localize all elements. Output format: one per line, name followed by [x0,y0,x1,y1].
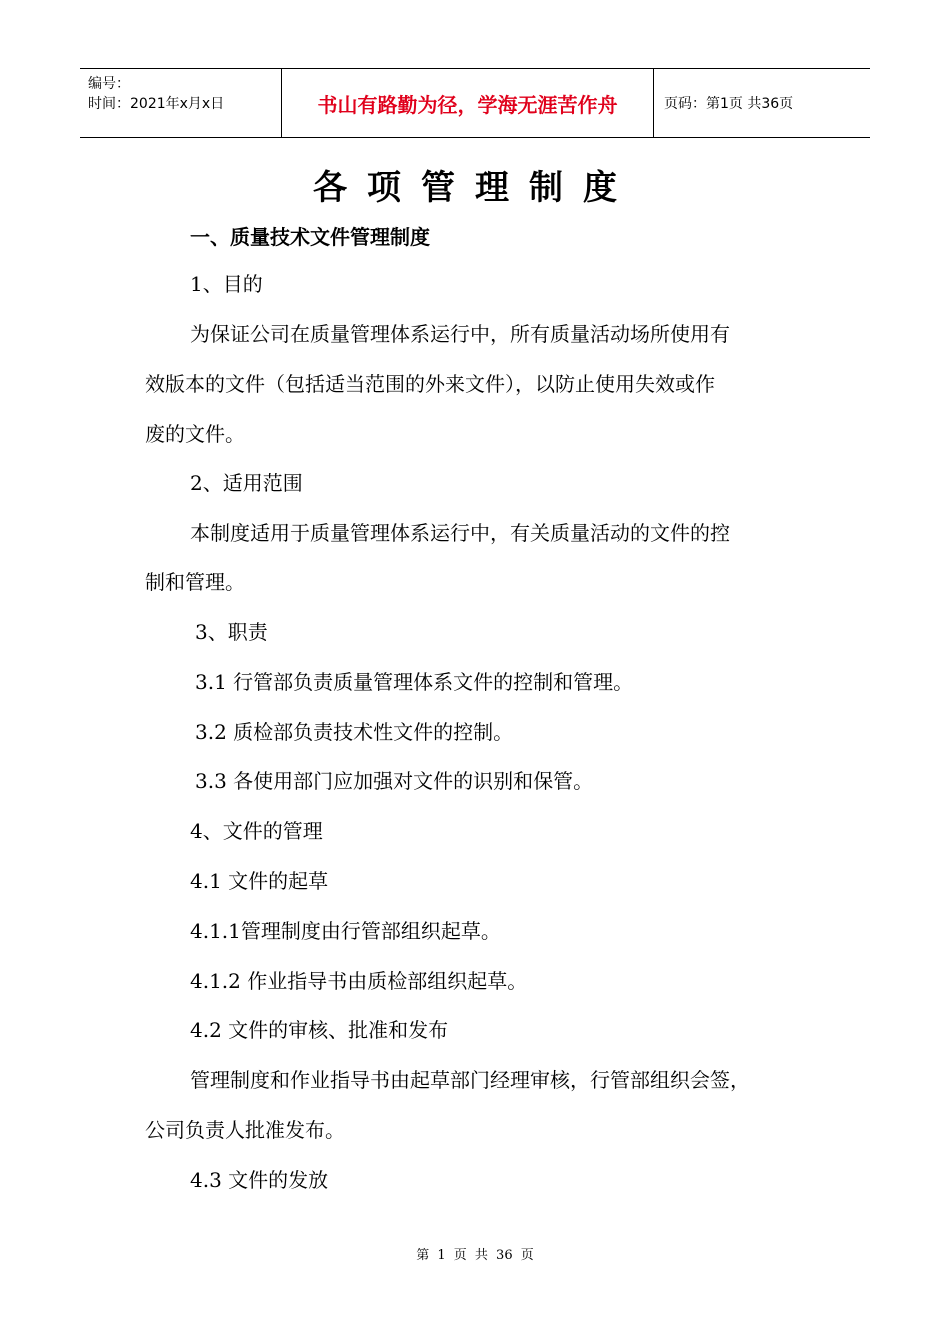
document-title: 各项管理制度 [313,168,637,208]
header-meta-cell [80,69,280,137]
body-line: 公司负责人批准发布。 [145,1118,345,1142]
body-line: 3、职责 [195,620,268,644]
body-line: 本制度适用于质量管理体系运行中，有关质量活动的文件的控 [190,521,730,545]
body-line: 为保证公司在质量管理体系运行中，所有质量活动场所使用有 [190,322,730,346]
header-divider [653,69,654,137]
body-line: 3.2 质检部负责技术性文件的控制。 [195,720,514,744]
body-line: 3.3 各使用部门应加强对文件的识别和保管。 [195,769,594,793]
body-line: 4.3 文件的发放 [190,1168,329,1192]
body-line: 4.1.1管理制度由行管部组织起草。 [190,919,501,943]
number-label: 编号： [88,76,130,92]
header-motto: 书山有路勤为径，学海无涯苦作舟 [317,92,618,117]
page-info: 页码：第1页 共36页 [664,96,794,112]
body-line: 4.2 文件的审核、批准和发布 [190,1018,449,1042]
body-line: 废的文件。 [145,422,245,446]
time-label: 时间：2021年x月x日 [88,96,225,112]
body-line: 管理制度和作业指导书由起草部门经理审核，行管部组织会签， [190,1068,750,1092]
body-line: 制和管理。 [145,570,245,594]
body-line: 4.1.2 作业指导书由质检部组织起草。 [190,969,528,993]
section-heading: 一、质量技术文件管理制度 [190,225,430,249]
body-line: 效版本的文件（包括适当范围的外来文件），以防止使用失效或作 [145,372,715,396]
page-footer: 第 1 页 共 36 页 [416,1248,534,1263]
body-line: 4.1 文件的起草 [190,869,329,893]
body-line: 4、文件的管理 [190,819,323,843]
body-line: 3.1 行管部负责质量管理体系文件的控制和管理。 [195,670,634,694]
body-line: 1、目的 [190,272,263,296]
body-line: 2、适用范围 [190,471,303,495]
header-table [80,68,870,138]
